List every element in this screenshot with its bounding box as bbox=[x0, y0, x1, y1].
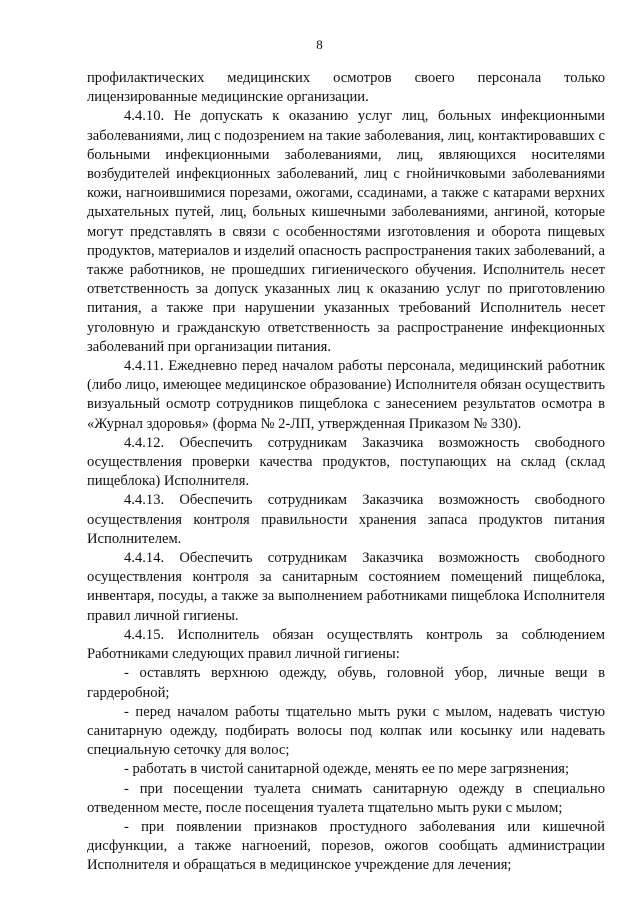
paragraph-4-4-15: 4.4.15. Исполнитель обязан осуществлять контроль за соблюдением Работниками следующих правил личной гигиены: bbox=[87, 626, 605, 663]
paragraph-4-4-10: 4.4.10. Не допускать к оказанию услуг лиц, больных инфекционными заболеваниями, лиц с подозрением на такие заболевания, лиц, контактировавших с больными инфекционными заболеваниями, лиц, являющихся носителями возбудителей инфекционных заболеваний, лиц с гнойничковыми заболеваниями кожи, нагноившимися порезами, ожогами, ссадинами, а также с катарами верхних дыхательных путей, лиц, больных кишечными заболеваниями, ангиной, которые могут представлять в связи с особенностями изготовления и оборота пищевых продуктов, материалов и изделий опасность распространения таких заболеваний, а также работников, не прошедших гигиенического обучения. Исполнитель несет ответственность за допуск указанных лиц к оказанию услуг по приготовлению питания, а также при нарушении указанных требований Исполнитель несет уголовную и гражданскую ответственность за распространение инфекционных заболеваний при организации питания. bbox=[87, 108, 605, 355]
body-text bbox=[87, 69, 605, 876]
paragraph-4-4-14: 4.4.14. Обеспечить сотрудникам Заказчика возможность свободного осуществления контроля за санитарным состоянием помещений пищеблока, инвентаря, посуды, а также за выполнением работниками пищеблока Исполнителя правил личной гигиены. bbox=[87, 550, 605, 624]
paragraph-continuation: профилактических медицинских осмотров своего персонала только лицензированные медицинские организации. bbox=[87, 70, 605, 106]
hygiene-rule-item: - при появлении признаков простудного заболевания или кишечной дисфункции, а также нагноений, порезов, ожогов сообщать администрации Исполнителя и обращаться в медицинское учреждение для лечения; bbox=[87, 818, 605, 874]
paragraph-4-4-11: 4.4.11. Ежедневно перед началом работы персонала, медицинский работник (либо лицо, имеющее медицинское образование) Исполнителя обязан осуществить визуальный осмотр сотрудников пищеблока с занесением результатов осмотра в «Журнал здоровья» (форма № 2-ЛП, утвержденная Приказом № 330). bbox=[87, 358, 605, 432]
hygiene-rule-item: - перед началом работы тщательно мыть руки с мылом, надевать чистую санитарную одежду, подбирать волосы под колпак или косынку или надевать специальную сеточку для волос; bbox=[87, 703, 605, 759]
page-number: 8 bbox=[316, 37, 323, 52]
hygiene-rule-item: - при посещении туалета снимать санитарную одежду в специально отведенном месте, после посещения туалета тщательно мыть руки с мылом; bbox=[87, 780, 605, 816]
paragraph-4-4-13: 4.4.13. Обеспечить сотрудникам Заказчика возможность свободного осуществления контроля правильности хранения запаса продуктов питания Исполнителем. bbox=[87, 492, 605, 547]
hygiene-rule-item: - оставлять верхнюю одежду, обувь, головной убор, личные вещи в гардеробной; bbox=[87, 665, 605, 701]
paragraph-4-4-12: 4.4.12. Обеспечить сотрудникам Заказчика возможность свободного осуществления проверки качества продуктов, поступающих на склад (склад пищеблока) Исполнителя. bbox=[87, 434, 605, 490]
hygiene-rule-item: - работать в чистой санитарной одежде, менять ее по мере загрязнения; bbox=[124, 761, 570, 778]
